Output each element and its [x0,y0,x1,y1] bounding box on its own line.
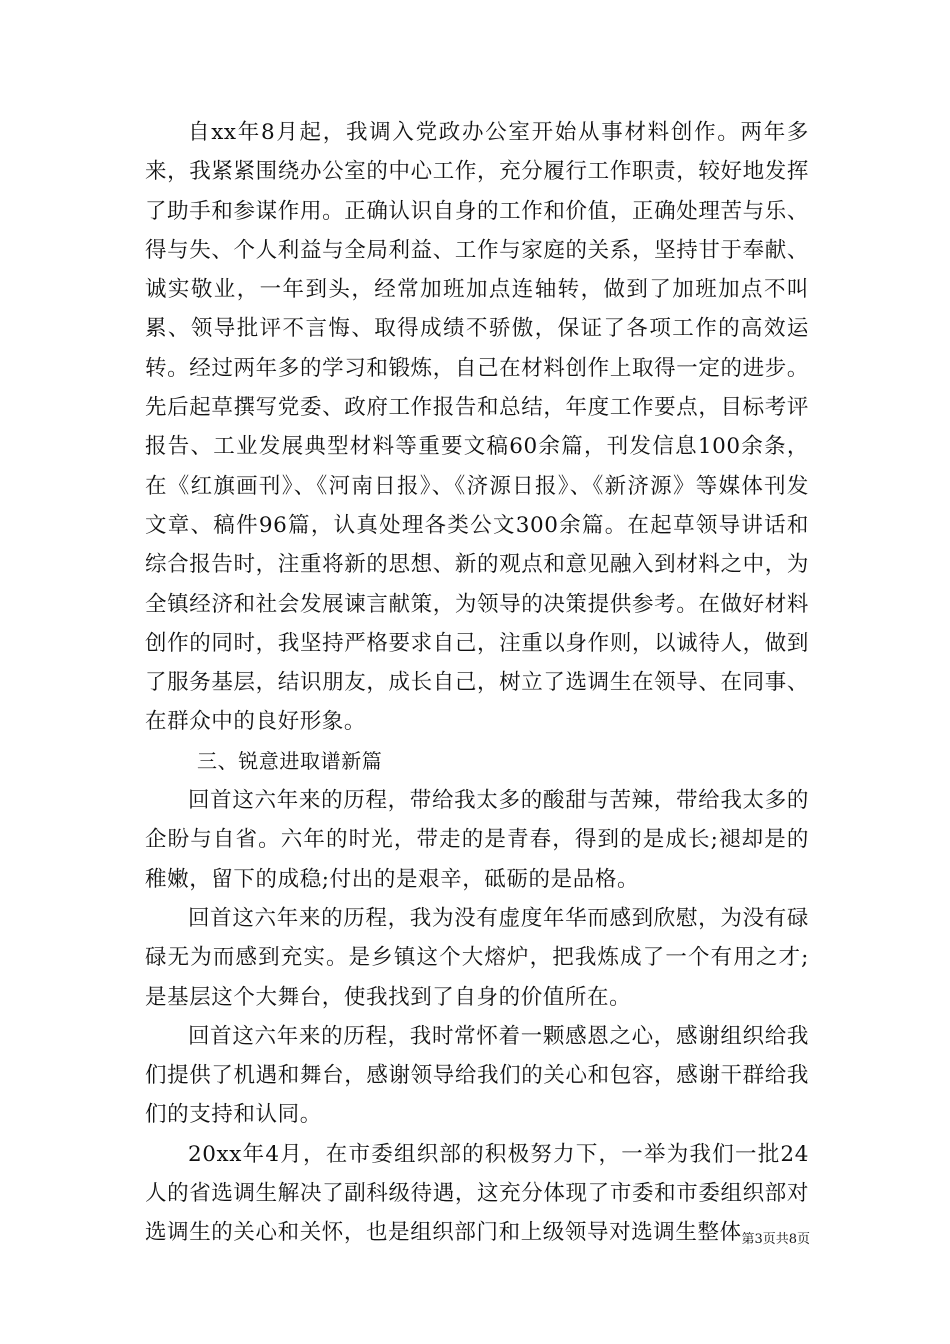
paragraph-reflection-1: 回首这六年来的历程，带给我太多的酸甜与苦辣，带给我太多的企盼与自省。六年的时光，带走的是青春，得到的是成长;褪却是的稚嫩，留下的成稳;付出的是艰辛，砥砺的是品格。 [145,788,809,892]
page-number-footer: 第3页共8页 [741,1232,810,1247]
paragraph-reflection-2: 回首这六年来的历程，我为没有虚度年华而感到欣慰，为没有碌碌无为而感到充实。是乡镇这个大熔炉，把我炼成了一个有用之才;是基层这个大舞台，使我找到了自身的价值所在。 [145,905,809,1010]
paragraph-material-writing: 自xx年8月起，我调入党政办公室开始从事材料创作。两年多来，我紧紧围绕办公室的中心工作，充分履行工作职责，较好地发挥了助手和参谋作用。正确认识自身的工作和价值，正确处理苦与乐、得与失、个人利益与全局利益、工作与家庭的关系，坚持甘于奉献、诚实敬业，一年到头，经常加班加点连轴转，做到了加班加点不叫累、领导批评不言悔、取得成绩不骄傲，保证了各项工作的高效运转。经过两年多的学习和锻炼，自己在材料创作上取得一定的进步。先后起草撰写党委、政府工作报告和总结，年度工作要点，目标考评报告、工业发展典型材料等重要文稿60余篇，刊发信息100余条，在《红旗画刊》、《河南日报》、《济源日报》、《新济源》等媒体刊发文章、稿件96篇，认真处理各类公文300余篇。在起草领导讲话和综合报告时，注重将新的思想、新的观点和意见融入到材料之中，为全镇经济和社会发展谏言献策，为领导的决策提供参考。在做好材料创作的同时，我坚持严格要求自己，注重以身作则，以诚待人，做到了服务基层，结识朋友，成长自己，树立了选调生在领导、在同事、在群众中的良好形象。 [145,120,809,735]
paragraph-promotion: 20xx年4月，在市委组织部的积极努力下，一举为我们一批24人的省选调生解决了副科级待遇，这充分体现了市委和市委组织部对选调生的关心和关怀，也是组织部门和上级领导对选调生整体 [145,1141,809,1246]
document-body [145,113,809,1253]
section-heading: 三、锐意进取谱新篇 [197,748,383,773]
paragraph-reflection-3: 回首这六年来的历程，我时常怀着一颗感恩之心，感谢组织给我们提供了机遇和舞台，感谢领导给我们的关心和包容，感谢干群给我们的支持和认同。 [145,1023,809,1128]
